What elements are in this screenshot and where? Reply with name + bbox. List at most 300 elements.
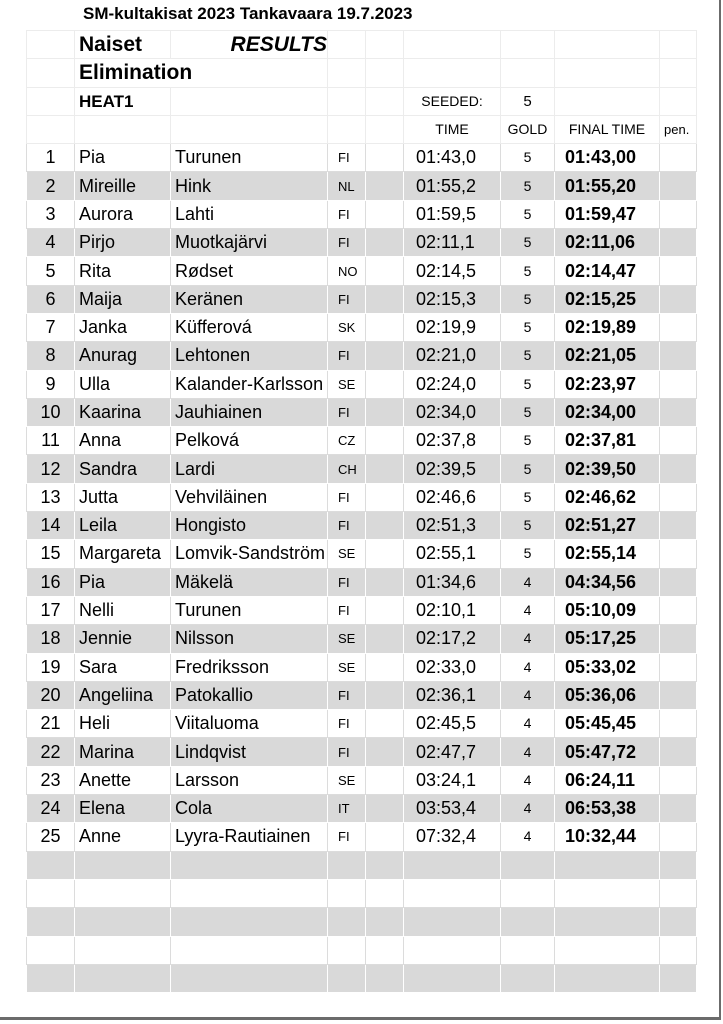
empty-cell — [404, 964, 501, 992]
gold-cell: 5 — [501, 285, 555, 313]
position-cell: 23 — [27, 766, 75, 794]
last-name-cell: Küfferová — [171, 313, 328, 341]
last-name-cell: Pelková — [171, 427, 328, 455]
table-row — [27, 257, 697, 285]
first-name-cell: Margareta — [75, 540, 171, 568]
table-row — [27, 568, 697, 596]
table-row — [27, 398, 697, 426]
last-name-cell: Lomvik-Sandström — [171, 540, 328, 568]
last-name-cell: Hongisto — [171, 512, 328, 540]
first-name-cell: Anna — [75, 427, 171, 455]
empty-cell — [366, 851, 404, 879]
time-cell: 02:47,7 — [404, 738, 501, 766]
empty-cell — [171, 964, 328, 992]
position-cell: 8 — [27, 342, 75, 370]
country-cell: SE — [328, 540, 366, 568]
time-cell: 01:43,0 — [404, 144, 501, 172]
country-cell: FI — [328, 398, 366, 426]
gold-cell: 4 — [501, 766, 555, 794]
empty-cell — [660, 964, 697, 992]
table-row — [27, 144, 697, 172]
gold-cell: 5 — [501, 427, 555, 455]
empty-row — [27, 964, 697, 992]
table-row — [27, 823, 697, 851]
empty-cell — [27, 851, 75, 879]
position-cell: 12 — [27, 455, 75, 483]
first-name-cell: Jutta — [75, 483, 171, 511]
last-name-cell: Keränen — [171, 285, 328, 313]
country-cell: SE — [328, 653, 366, 681]
time-cell: 02:46,6 — [404, 483, 501, 511]
country-cell: CZ — [328, 427, 366, 455]
position-cell: 18 — [27, 625, 75, 653]
country-cell: IT — [328, 795, 366, 823]
time-cell: 03:24,1 — [404, 766, 501, 794]
empty-cell — [660, 851, 697, 879]
first-name-cell: Anurag — [75, 342, 171, 370]
gold-cell: 5 — [501, 512, 555, 540]
empty-cell — [366, 229, 404, 257]
empty-cell — [328, 879, 366, 907]
pen-cell — [660, 766, 697, 794]
final-time-cell: 02:55,14 — [555, 540, 660, 568]
table-row — [27, 710, 697, 738]
country-cell: FI — [328, 823, 366, 851]
gold-cell: 5 — [501, 342, 555, 370]
header-row-columns — [27, 115, 697, 143]
time-cell: 02:55,1 — [404, 540, 501, 568]
pen-cell — [660, 455, 697, 483]
final-time-cell: 05:45,45 — [555, 710, 660, 738]
empty-row — [27, 879, 697, 907]
table-row — [27, 625, 697, 653]
time-cell: 02:24,0 — [404, 370, 501, 398]
gold-cell: 4 — [501, 710, 555, 738]
position-cell: 11 — [27, 427, 75, 455]
pen-cell — [660, 172, 697, 200]
final-time-cell: 05:10,09 — [555, 596, 660, 624]
empty-cell — [501, 879, 555, 907]
final-time-cell: 01:55,20 — [555, 172, 660, 200]
last-name-cell: Fredriksson — [171, 653, 328, 681]
empty-cell — [328, 908, 366, 936]
first-name-cell: Rita — [75, 257, 171, 285]
time-cell: 02:14,5 — [404, 257, 501, 285]
first-name-cell: Anne — [75, 823, 171, 851]
table-row — [27, 285, 697, 313]
position-cell: 20 — [27, 681, 75, 709]
empty-cell — [660, 908, 697, 936]
empty-cell — [366, 398, 404, 426]
country-cell: FI — [328, 596, 366, 624]
empty-cell — [75, 879, 171, 907]
empty-cell — [27, 936, 75, 964]
first-name-cell: Pirjo — [75, 229, 171, 257]
first-name-cell: Maija — [75, 285, 171, 313]
table-row — [27, 653, 697, 681]
empty-cell — [27, 879, 75, 907]
empty-cell — [366, 200, 404, 228]
table-row — [27, 229, 697, 257]
empty-cell — [660, 936, 697, 964]
last-name-cell: Rødset — [171, 257, 328, 285]
gold-cell: 5 — [501, 172, 555, 200]
position-cell: 13 — [27, 483, 75, 511]
final-time-cell: 02:19,89 — [555, 313, 660, 341]
empty-cell — [366, 681, 404, 709]
heat-label: HEAT1 — [75, 87, 171, 115]
empty-cell — [501, 964, 555, 992]
final-time-cell: 01:43,00 — [555, 144, 660, 172]
position-cell: 19 — [27, 653, 75, 681]
empty-cell — [366, 540, 404, 568]
first-name-cell: Marina — [75, 738, 171, 766]
pen-cell — [660, 568, 697, 596]
pen-cell — [660, 398, 697, 426]
gold-cell: 5 — [501, 313, 555, 341]
gold-cell: 5 — [501, 540, 555, 568]
gold-cell: 4 — [501, 795, 555, 823]
header-row-heat — [27, 87, 697, 115]
empty-row — [27, 908, 697, 936]
time-cell: 07:32,4 — [404, 823, 501, 851]
final-time-cell: 05:17,25 — [555, 625, 660, 653]
final-time-cell: 02:23,97 — [555, 370, 660, 398]
empty-cell — [366, 823, 404, 851]
gold-cell: 4 — [501, 681, 555, 709]
empty-cell — [366, 512, 404, 540]
empty-cell — [366, 936, 404, 964]
time-cell: 02:19,9 — [404, 313, 501, 341]
empty-cell — [501, 936, 555, 964]
gold-cell: 4 — [501, 738, 555, 766]
empty-cell — [404, 851, 501, 879]
empty-cell — [366, 257, 404, 285]
first-name-cell: Janka — [75, 313, 171, 341]
empty-cell — [555, 851, 660, 879]
table-row — [27, 483, 697, 511]
time-cell: 02:15,3 — [404, 285, 501, 313]
seeded-value: 5 — [501, 87, 555, 115]
position-cell: 2 — [27, 172, 75, 200]
empty-cell — [501, 908, 555, 936]
empty-cell — [366, 568, 404, 596]
empty-cell — [366, 710, 404, 738]
empty-cell — [366, 795, 404, 823]
final-time-cell: 02:37,81 — [555, 427, 660, 455]
time-cell: 02:39,5 — [404, 455, 501, 483]
gold-cell: 5 — [501, 370, 555, 398]
empty-cell — [366, 144, 404, 172]
time-cell: 02:10,1 — [404, 596, 501, 624]
gold-cell: 5 — [501, 398, 555, 426]
results-label: RESULTS — [171, 31, 328, 59]
first-name-cell: Kaarina — [75, 398, 171, 426]
country-cell: FI — [328, 568, 366, 596]
gold-cell: 4 — [501, 568, 555, 596]
country-cell: FI — [328, 681, 366, 709]
country-cell: FI — [328, 229, 366, 257]
position-cell: 15 — [27, 540, 75, 568]
table-row — [27, 795, 697, 823]
last-name-cell: Vehviläinen — [171, 483, 328, 511]
position-cell: 25 — [27, 823, 75, 851]
final-time-cell: 05:47,72 — [555, 738, 660, 766]
first-name-cell: Aurora — [75, 200, 171, 228]
empty-row — [27, 851, 697, 879]
gold-cell: 5 — [501, 483, 555, 511]
table-row — [27, 342, 697, 370]
table-row — [27, 455, 697, 483]
round-label: Elimination — [75, 59, 328, 87]
gold-cell: 5 — [501, 200, 555, 228]
table-row — [27, 766, 697, 794]
empty-cell — [171, 908, 328, 936]
page-title: SM-kultakisat 2023 Tankavaara 19.7.2023 — [83, 4, 413, 23]
category-label: Naiset — [75, 31, 171, 59]
last-name-cell: Larsson — [171, 766, 328, 794]
last-name-cell: Lindqvist — [171, 738, 328, 766]
pen-cell — [660, 285, 697, 313]
position-cell: 22 — [27, 738, 75, 766]
empty-cell — [328, 851, 366, 879]
time-cell: 01:59,5 — [404, 200, 501, 228]
final-time-cell: 05:33,02 — [555, 653, 660, 681]
empty-cell — [328, 964, 366, 992]
pen-cell — [660, 738, 697, 766]
country-cell: FI — [328, 512, 366, 540]
country-cell: FI — [328, 483, 366, 511]
empty-cell — [366, 738, 404, 766]
pen-cell — [660, 625, 697, 653]
table-row — [27, 681, 697, 709]
first-name-cell: Elena — [75, 795, 171, 823]
empty-cell — [366, 879, 404, 907]
pen-cell — [660, 653, 697, 681]
position-cell: 17 — [27, 596, 75, 624]
empty-cell — [366, 427, 404, 455]
empty-cell — [555, 964, 660, 992]
final-time-cell: 02:34,00 — [555, 398, 660, 426]
empty-cell — [366, 653, 404, 681]
last-name-cell: Cola — [171, 795, 328, 823]
empty-cell — [27, 964, 75, 992]
empty-cell — [171, 851, 328, 879]
gold-cell: 4 — [501, 823, 555, 851]
final-time-cell: 10:32,44 — [555, 823, 660, 851]
gold-cell: 5 — [501, 229, 555, 257]
last-name-cell: Mäkelä — [171, 568, 328, 596]
position-cell: 9 — [27, 370, 75, 398]
pen-cell — [660, 144, 697, 172]
last-name-cell: Hink — [171, 172, 328, 200]
empty-cell — [75, 851, 171, 879]
results-table — [26, 30, 697, 993]
empty-cell — [501, 851, 555, 879]
empty-cell — [660, 879, 697, 907]
empty-cell — [366, 766, 404, 794]
empty-cell — [27, 908, 75, 936]
position-cell: 10 — [27, 398, 75, 426]
pen-cell — [660, 512, 697, 540]
gold-cell: 4 — [501, 653, 555, 681]
last-name-cell: Viitaluoma — [171, 710, 328, 738]
position-cell: 4 — [27, 229, 75, 257]
last-name-cell: Kalander-Karlsson — [171, 370, 328, 398]
final-time-cell: 02:46,62 — [555, 483, 660, 511]
position-cell: 6 — [27, 285, 75, 313]
table-row — [27, 200, 697, 228]
country-cell: FI — [328, 285, 366, 313]
empty-cell — [555, 936, 660, 964]
final-time-cell: 06:53,38 — [555, 795, 660, 823]
time-cell: 02:37,8 — [404, 427, 501, 455]
empty-row — [27, 936, 697, 964]
country-cell: NO — [328, 257, 366, 285]
empty-cell — [366, 964, 404, 992]
first-name-cell: Pia — [75, 568, 171, 596]
last-name-cell: Lardi — [171, 455, 328, 483]
time-cell: 02:36,1 — [404, 681, 501, 709]
empty-cell — [366, 370, 404, 398]
empty-cell — [404, 879, 501, 907]
country-cell: FI — [328, 738, 366, 766]
first-name-cell: Jennie — [75, 625, 171, 653]
country-cell: CH — [328, 455, 366, 483]
table-row — [27, 738, 697, 766]
header-row-round — [27, 59, 697, 87]
empty-cell — [75, 964, 171, 992]
time-cell: 02:17,2 — [404, 625, 501, 653]
empty-cell — [366, 596, 404, 624]
position-cell: 21 — [27, 710, 75, 738]
pen-cell — [660, 200, 697, 228]
pen-cell — [660, 370, 697, 398]
country-cell: FI — [328, 200, 366, 228]
first-name-cell: Anette — [75, 766, 171, 794]
empty-cell — [366, 908, 404, 936]
pen-cell — [660, 823, 697, 851]
time-cell: 02:45,5 — [404, 710, 501, 738]
country-cell: FI — [328, 710, 366, 738]
time-cell: 03:53,4 — [404, 795, 501, 823]
pen-cell — [660, 483, 697, 511]
pen-cell — [660, 427, 697, 455]
pen-cell — [660, 229, 697, 257]
position-cell: 14 — [27, 512, 75, 540]
country-cell: SE — [328, 370, 366, 398]
pen-cell — [660, 540, 697, 568]
time-cell: 01:55,2 — [404, 172, 501, 200]
time-cell: 02:33,0 — [404, 653, 501, 681]
final-time-cell: 05:36,06 — [555, 681, 660, 709]
gold-cell: 4 — [501, 596, 555, 624]
empty-cell — [366, 483, 404, 511]
country-cell: SE — [328, 766, 366, 794]
final-time-cell: 02:15,25 — [555, 285, 660, 313]
last-name-cell: Lyyra-Rautiainen — [171, 823, 328, 851]
empty-cell — [404, 936, 501, 964]
pen-cell — [660, 710, 697, 738]
pen-cell — [660, 313, 697, 341]
first-name-cell: Heli — [75, 710, 171, 738]
position-cell: 3 — [27, 200, 75, 228]
final-time-cell: 02:51,27 — [555, 512, 660, 540]
country-cell: SE — [328, 625, 366, 653]
seeded-label: SEEDED: — [404, 87, 501, 115]
pen-cell — [660, 596, 697, 624]
position-cell: 24 — [27, 795, 75, 823]
table-row — [27, 512, 697, 540]
final-time-cell: 01:59,47 — [555, 200, 660, 228]
first-name-cell: Sandra — [75, 455, 171, 483]
empty-cell — [366, 172, 404, 200]
empty-cell — [366, 625, 404, 653]
pen-cell — [660, 257, 697, 285]
table-row — [27, 427, 697, 455]
final-time-cell: 06:24,11 — [555, 766, 660, 794]
first-name-cell: Angeliina — [75, 681, 171, 709]
country-cell: NL — [328, 172, 366, 200]
empty-cell — [366, 313, 404, 341]
last-name-cell: Lahti — [171, 200, 328, 228]
gold-cell: 5 — [501, 144, 555, 172]
empty-cell — [171, 936, 328, 964]
first-name-cell: Sara — [75, 653, 171, 681]
final-time-cell: 02:39,50 — [555, 455, 660, 483]
last-name-cell: Patokallio — [171, 681, 328, 709]
time-cell: 02:34,0 — [404, 398, 501, 426]
time-cell: 01:34,6 — [404, 568, 501, 596]
empty-cell — [328, 936, 366, 964]
empty-cell — [171, 879, 328, 907]
country-cell: FI — [328, 144, 366, 172]
final-time-cell: 02:11,06 — [555, 229, 660, 257]
column-header-gold: GOLD — [501, 115, 555, 143]
final-time-cell: 04:34,56 — [555, 568, 660, 596]
empty-cell — [366, 285, 404, 313]
empty-cell — [555, 908, 660, 936]
empty-cell — [75, 908, 171, 936]
table-row — [27, 540, 697, 568]
header-row-category — [27, 31, 697, 59]
time-cell: 02:11,1 — [404, 229, 501, 257]
first-name-cell: Mireille — [75, 172, 171, 200]
table-row — [27, 172, 697, 200]
final-time-cell: 02:14,47 — [555, 257, 660, 285]
empty-cell — [404, 908, 501, 936]
country-cell: FI — [328, 342, 366, 370]
time-cell: 02:21,0 — [404, 342, 501, 370]
country-cell: SK — [328, 313, 366, 341]
last-name-cell: Muotkajärvi — [171, 229, 328, 257]
gold-cell: 5 — [501, 455, 555, 483]
time-cell: 02:51,3 — [404, 512, 501, 540]
table-row — [27, 370, 697, 398]
first-name-cell: Pia — [75, 144, 171, 172]
final-time-cell: 02:21,05 — [555, 342, 660, 370]
column-header-pen: pen. — [660, 115, 697, 143]
pen-cell — [660, 795, 697, 823]
first-name-cell: Leila — [75, 512, 171, 540]
last-name-cell: Turunen — [171, 596, 328, 624]
empty-cell — [366, 342, 404, 370]
table-row — [27, 596, 697, 624]
column-header-time: TIME — [404, 115, 501, 143]
position-cell: 1 — [27, 144, 75, 172]
first-name-cell: Nelli — [75, 596, 171, 624]
position-cell: 5 — [27, 257, 75, 285]
